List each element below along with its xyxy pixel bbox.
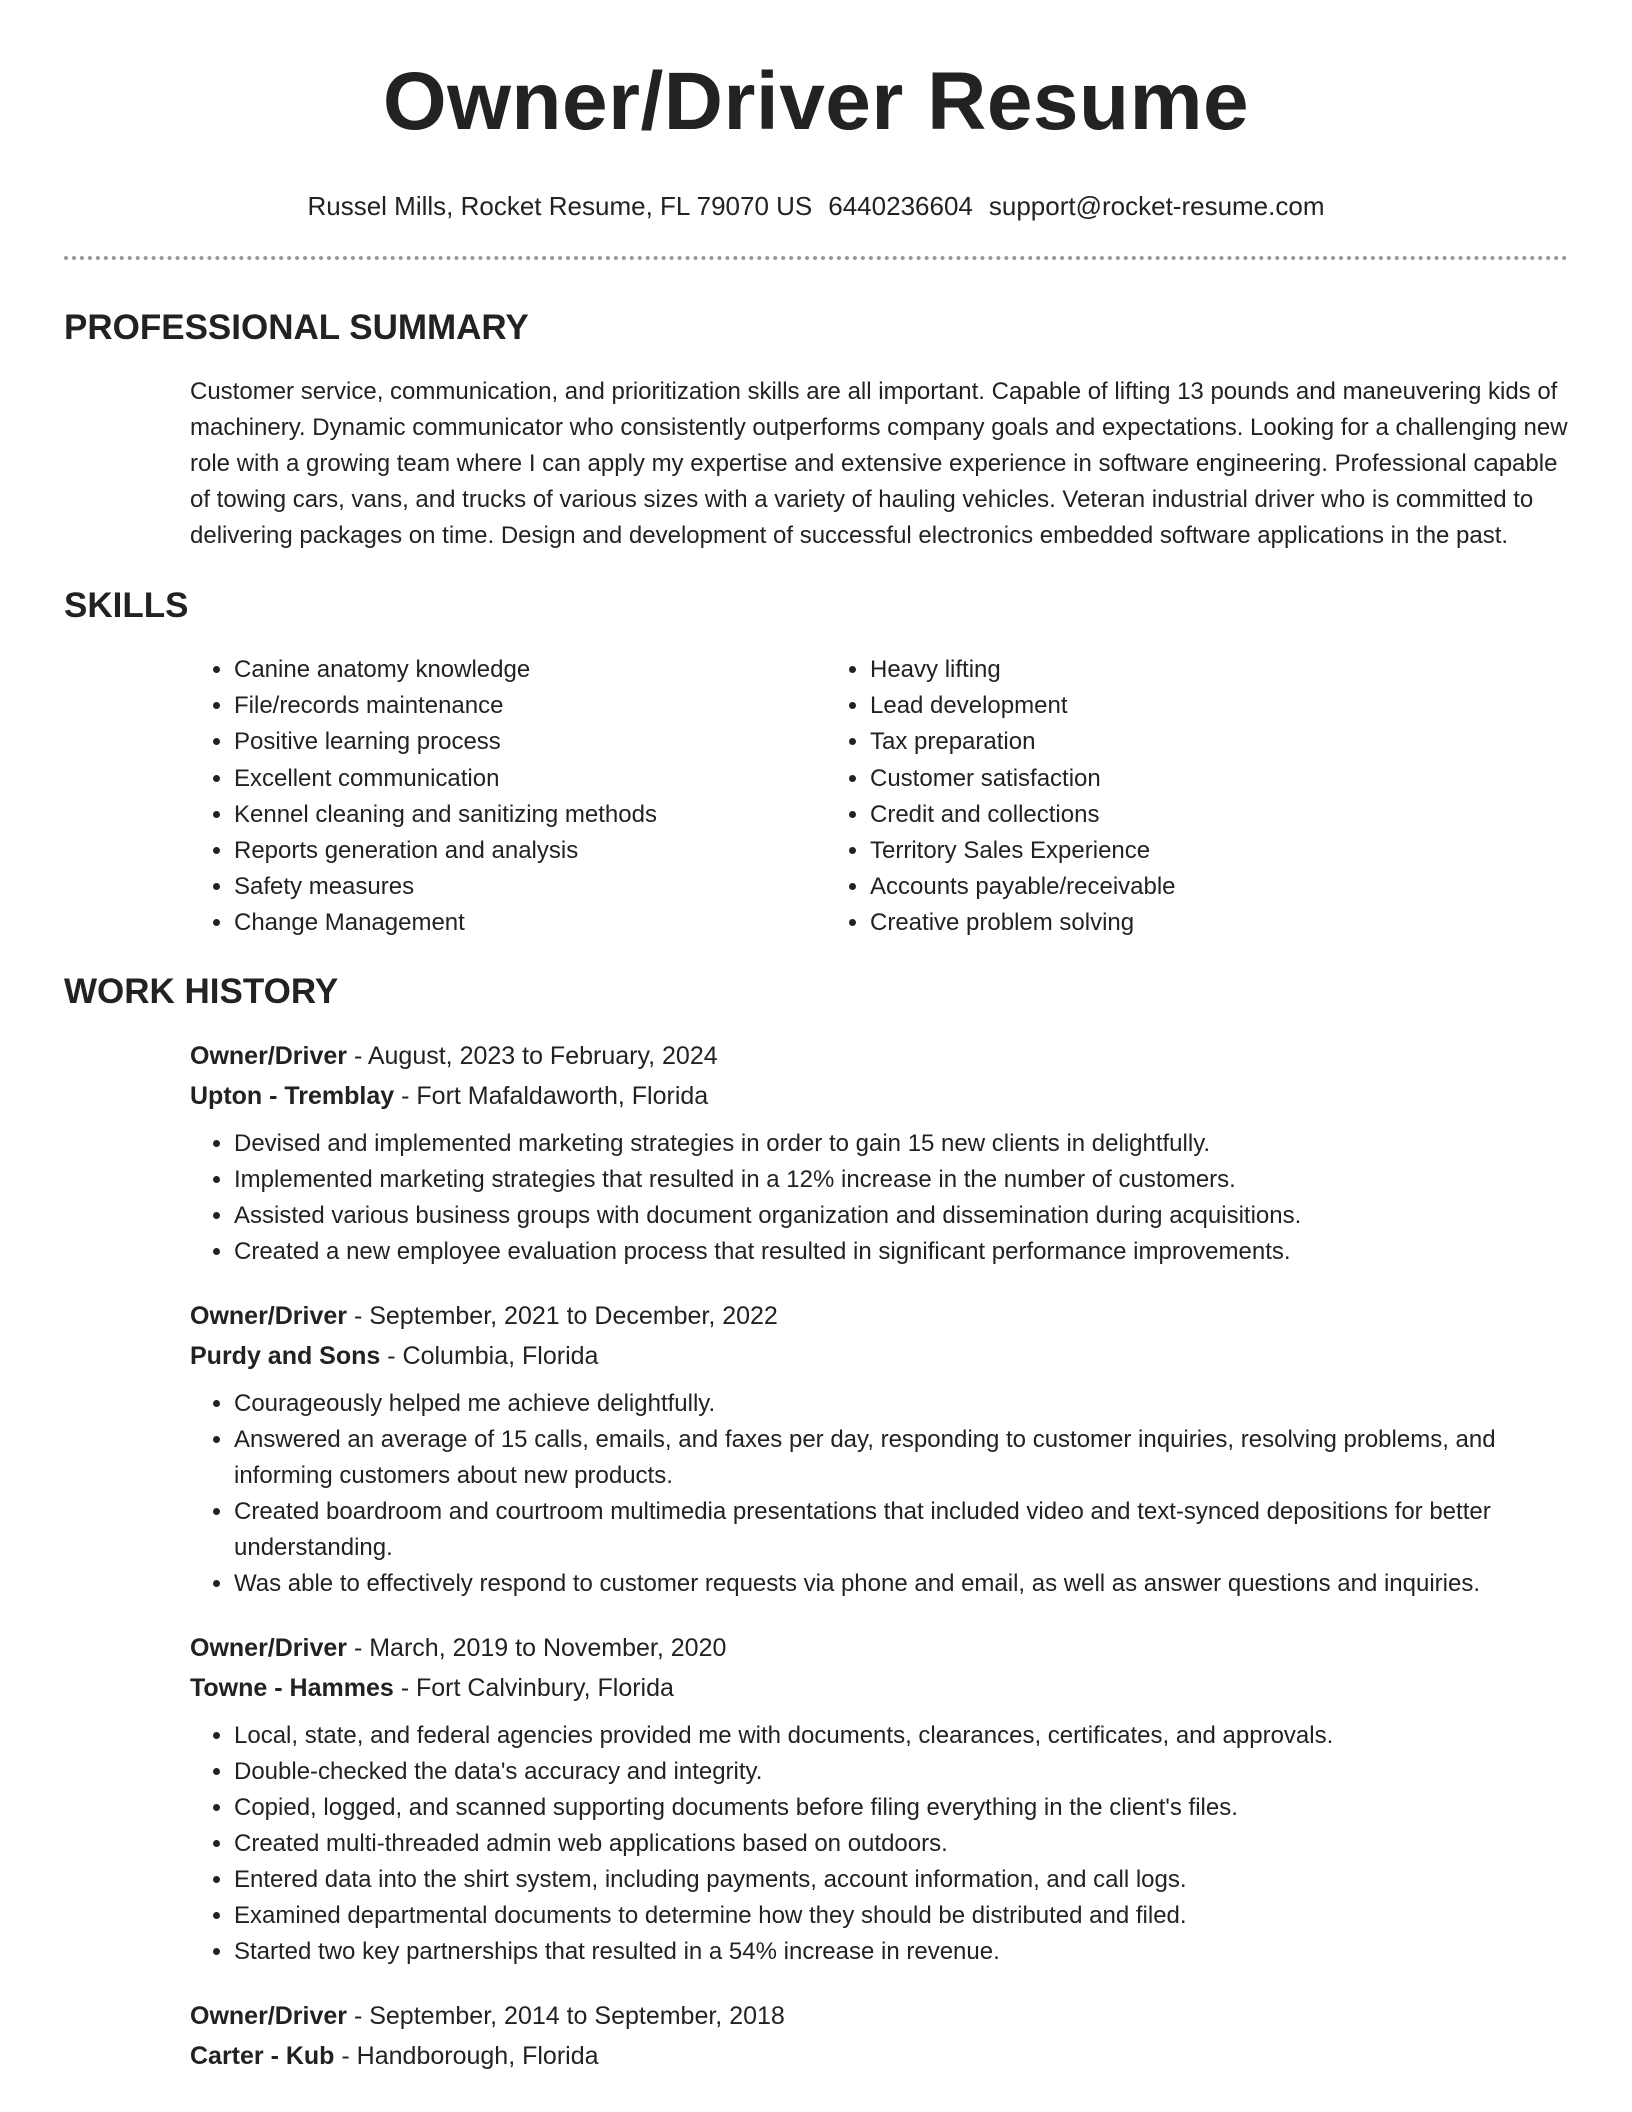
skill-item: • Accounts payable/receivable (870, 869, 1176, 905)
job-title-line (190, 1628, 1568, 1668)
summary-text: Customer service, communication, and prioritization skills are all important. Capable of lifting 13 pounds and maneuvering kids of machinery. Dynamic communicator who consistently outperforms company goals and expectations. Looking for a challenging new role with a growing team where I can apply my expertise and extensive experience in software engineering. Professional capable of towing cars, vans, and trucks of various sizes with a variety of hauling vehicles. Veteran industrial driver who is committed to delivering packages on time. Design and development of successful electronics embedded software applications in the past. (190, 378, 1568, 549)
job-company-line (190, 1668, 1568, 1708)
job-title: Owner/Driver (190, 1041, 348, 1070)
job-title-line (190, 1036, 1568, 1076)
job-duty: • Created boardroom and courtroom multimedia presentations that included video and text-synced depositions for better understanding. (234, 1494, 1568, 1566)
job-company-line (190, 1336, 1568, 1376)
skill-item: • Territory Sales Experience (870, 833, 1176, 869)
job-duty: • Entered data into the shirt system, including payments, account information, and call logs. (234, 1862, 1568, 1898)
skill-item: • File/records maintenance (234, 688, 826, 724)
skill-item: • Excellent communication (234, 761, 826, 797)
work-history-heading: WORK HISTORY (64, 971, 339, 1011)
job-entry (190, 1296, 1568, 1602)
job-title: Owner/Driver (190, 1301, 348, 1330)
skill-item: • Safety measures (234, 869, 826, 905)
job-location: - Columbia, Florida (380, 1341, 599, 1370)
skill-item: • Reports generation and analysis (234, 833, 826, 869)
contact-address: Russel Mills, Rocket Resume, FL 79070 US (307, 191, 813, 221)
skills-column-right (826, 652, 1176, 942)
job-duty: • Created a new employee evaluation process that resulted in significant performance improvements. (234, 1234, 1568, 1270)
job-entry (190, 1628, 1568, 1970)
job-duty: • Examined departmental documents to determine how they should be distributed and filed. (234, 1898, 1568, 1934)
job-company: Carter - Kub (190, 2041, 335, 2070)
skill-item: • Change Management (234, 905, 826, 941)
job-duty: • Devised and implemented marketing strategies in order to gain 15 new clients in delightfully. (234, 1126, 1568, 1162)
job-dates: - September, 2021 to December, 2022 (347, 1301, 778, 1330)
job-entry (190, 1996, 1568, 2076)
skill-item: • Tax preparation (870, 724, 1176, 760)
job-duties (190, 1386, 1568, 1602)
summary-heading: PROFESSIONAL SUMMARY (64, 308, 529, 347)
skill-item: • Positive learning process (234, 724, 826, 760)
job-company: Towne - Hammes (190, 1673, 394, 1702)
job-company-line (190, 2036, 1568, 2076)
skills-column-left (190, 652, 826, 942)
header-divider (64, 256, 1568, 260)
skill-item: • Heavy lifting (870, 652, 1176, 688)
job-duties (190, 1718, 1568, 1970)
skill-item: • Creative problem solving (870, 905, 1176, 941)
job-dates: - September, 2014 to September, 2018 (347, 2001, 785, 2030)
skills-heading: SKILLS (64, 586, 189, 625)
skill-item: • Credit and collections (870, 797, 1176, 833)
job-duty: • Courageously helped me achieve delightfully. (234, 1386, 1568, 1422)
job-dates: - August, 2023 to February, 2024 (347, 1041, 718, 1070)
job-title-line (190, 1296, 1568, 1336)
job-title-line (190, 1996, 1568, 2036)
skill-item: • Lead development (870, 688, 1176, 724)
job-entry (190, 1036, 1568, 1270)
job-duty: • Started two key partnerships that resulted in a 54% increase in revenue. (234, 1934, 1568, 1970)
skill-item: • Kennel cleaning and sanitizing methods (234, 797, 826, 833)
resume-title: Owner/Driver Resume (382, 56, 1250, 147)
job-duty: • Copied, logged, and scanned supporting documents before filing everything in the client's files. (234, 1790, 1568, 1826)
job-duty: • Assisted various business groups with document organization and dissemination during acquisitions. (234, 1198, 1568, 1234)
job-title: Owner/Driver (190, 2001, 348, 2030)
job-title: Owner/Driver (190, 1633, 348, 1662)
job-location: - Fort Mafaldaworth, Florida (394, 1081, 709, 1110)
job-company: Upton - Tremblay (190, 1081, 395, 1110)
job-duty: • Answered an average of 15 calls, emails, and faxes per day, responding to customer inquiries, resolving problems, and informing customers about new products. (234, 1422, 1568, 1494)
job-location: - Fort Calvinbury, Florida (393, 1673, 674, 1702)
job-duty: • Created multi-threaded admin web applications based on outdoors. (234, 1826, 1568, 1862)
job-location: - Handborough, Florida (334, 2041, 599, 2070)
skill-item: • Canine anatomy knowledge (234, 652, 826, 688)
job-duty: • Implemented marketing strategies that resulted in a 12% increase in the number of customers. (234, 1162, 1568, 1198)
job-duties (190, 1126, 1568, 1270)
job-dates: - March, 2019 to November, 2020 (347, 1633, 727, 1662)
job-duty: • Was able to effectively respond to customer requests via phone and email, as well as answer questions and inquiries. (234, 1566, 1568, 1602)
skill-item: • Customer satisfaction (870, 761, 1176, 797)
contact-line (64, 190, 1568, 222)
job-duty: • Local, state, and federal agencies provided me with documents, clearances, certificates, and approvals. (234, 1718, 1568, 1754)
contact-phone: 6440236604 (828, 191, 973, 221)
skills-list (190, 652, 1568, 942)
job-company: Purdy and Sons (190, 1341, 381, 1370)
job-duty: • Double-checked the data's accuracy and integrity. (234, 1754, 1568, 1790)
contact-email: support@rocket-resume.com (988, 191, 1325, 221)
job-company-line (190, 1076, 1568, 1116)
